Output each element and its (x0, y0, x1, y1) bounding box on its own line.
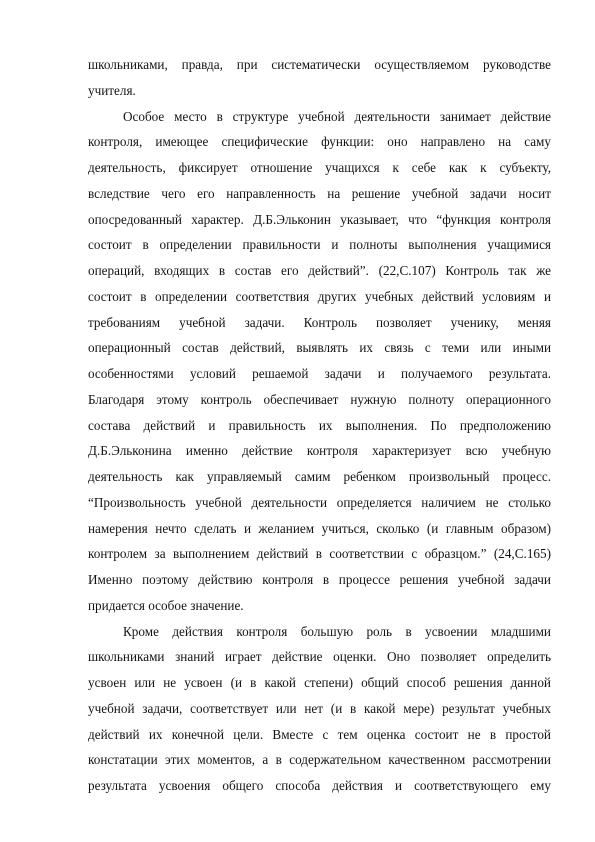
text-line: усвоен или не усвоен (и в какой степени) общий способ решения данной (88, 675, 551, 690)
text-line: состава действий и правильность их выполнения. По предположению (88, 417, 551, 433)
paragraph-continuation (88, 52, 551, 104)
text-line: требованиям учебной задачи. Контроль позволяет ученику, меняя (88, 314, 551, 330)
text-line: состоит в определении правильности и полноты выполнения учащимися (88, 237, 551, 253)
text-line: опосредованный характер. Д.Б.Эльконин указывает, что “функция контроля (88, 211, 551, 227)
text-line: Д.Б.Эльконина именно действие контроля характеризует всю учебную (88, 443, 551, 459)
text-line: операционный состав действий, выявлять их связь с теми или иными (88, 340, 551, 356)
text-line: результата усвоения общего способа действия и соответствующего ему (88, 778, 551, 793)
text-line: учителя. (88, 82, 136, 98)
text-line: контролем за выполнением действий в соответствии с образцом.” (24,С.165) (88, 546, 551, 562)
text-line: констатации этих моментов, а в содержательном качественном рассмотрении (88, 752, 551, 768)
text-line: особенностями условий решаемой задачи и получаемого результата. (88, 366, 551, 381)
text-line: намерения нечто сделать и желанием учиться, сколько (и главным образом) (88, 520, 551, 536)
text-line: Именно поэтому действию контроля в процессе решения учебной задачи (88, 572, 551, 587)
document-page (88, 52, 551, 799)
text-line: “Произвольность учебной деятельности определяется наличием не столько (88, 494, 551, 510)
text-line: придается особое значение. (88, 597, 244, 613)
text-line: состоит в определении соответствия других учебных действий условиям и (88, 288, 551, 304)
text-line: Кроме действия контроля большую роль в усвоении младшими (123, 623, 551, 639)
paragraph-evaluation-action (88, 619, 551, 799)
text-line: школьниками, правда, при систематически осуществляемом руководстве (88, 57, 551, 72)
text-line: школьниками знаний играет действие оценки. Оно позволяет определить (88, 649, 551, 665)
text-line: деятельность как управляемый самим ребенком произвольный процесс. (88, 469, 551, 484)
paragraph-control-action (88, 104, 551, 619)
text-line: учебной задачи, соответствует или нет (и в какой мере) результат учебных (88, 700, 551, 716)
text-line: Благодаря этому контроль обеспечивает нужную полноту операционного (88, 391, 551, 407)
text-line: деятельность, фиксирует отношение учащихся к себе как к субъекту, (88, 160, 551, 175)
text-line: Особое место в структуре учебной деятельности занимает действие (123, 108, 551, 124)
text-line: действий их конечной цели. Вместе с тем оценка состоит не в простой (88, 726, 551, 742)
text-line: вследствие чего его направленность на решение учебной задачи носит (88, 185, 551, 201)
text-line: контроля, имеющее специфические функции: оно направлено на саму (88, 134, 551, 150)
text-line: операций, входящих в состав его действий”. (22,С.107) Контроль так же (88, 263, 551, 278)
